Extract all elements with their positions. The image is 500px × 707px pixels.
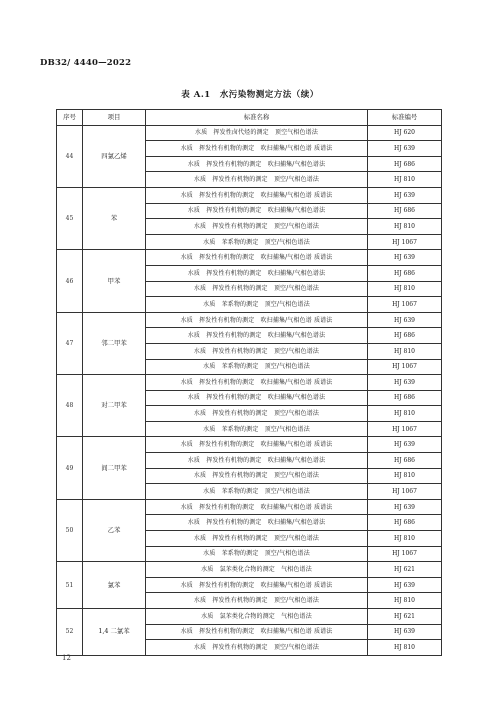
- standard-name: 水质 挥发性卤代烃的测定 顶空气相色谱法: [146, 125, 368, 141]
- standard-name: 水质 挥发性有机物的测定 顶空/气相色谱法: [146, 343, 368, 359]
- standard-name: 水质 苯系物的测定 顶空/气相色谱法: [146, 297, 368, 313]
- standard-code: HJ 1067: [368, 234, 442, 250]
- standard-name: 水质 苯系物的测定 顶空/气相色谱法: [146, 484, 368, 500]
- table-row: [57, 250, 442, 266]
- page-number: 12: [62, 654, 71, 662]
- standard-name: 水质 挥发性有机物的测定 吹扫捕集/气相色谱 质谱法: [146, 187, 368, 203]
- row-seq: 46: [57, 250, 83, 312]
- standard-name: 水质 挥发性有机物的测定 吹扫捕集/气相色谱 质谱法: [146, 375, 368, 391]
- standard-name: 水质 挥发性有机物的测定 吹扫捕集/气相色谱 质谱法: [146, 437, 368, 453]
- standard-code: HJ 639: [368, 312, 442, 328]
- standard-name: 水质 挥发性有机物的测定 顶空/气相色谱法: [146, 219, 368, 235]
- standard-code: HJ 686: [368, 515, 442, 531]
- table-row: [57, 437, 442, 453]
- row-item: 邻二甲苯: [83, 312, 146, 374]
- col-header-std-code: 标准编号: [368, 110, 442, 126]
- standard-code: HJ 810: [368, 531, 442, 547]
- standard-name: 水质 挥发性有机物的测定 吹扫捕集/气相色谱 质谱法: [146, 499, 368, 515]
- standards-table-frame: [56, 109, 441, 656]
- standard-name: 水质 挥发性有机物的测定 吹扫捕集/气相色谱法: [146, 453, 368, 469]
- standard-code: HJ 810: [368, 640, 442, 656]
- standard-code: HJ 639: [368, 499, 442, 515]
- standard-code: HJ 686: [368, 203, 442, 219]
- table-body: [57, 125, 442, 655]
- standard-name: 水质 挥发性有机物的测定 吹扫捕集/气相色谱法: [146, 515, 368, 531]
- row-item: 1,4 二氯苯: [83, 609, 146, 656]
- row-item: 甲苯: [83, 250, 146, 312]
- standard-name: 水质 挥发性有机物的测定 顶空/气相色谱法: [146, 406, 368, 422]
- standard-code: HJ 639: [368, 577, 442, 593]
- standard-code: HJ 810: [368, 343, 442, 359]
- standard-name: 水质 苯系物的测定 顶空/气相色谱法: [146, 359, 368, 375]
- standard-code: HJ 639: [368, 375, 442, 391]
- row-seq: 48: [57, 375, 83, 437]
- table-row: [57, 187, 442, 203]
- standard-name: 水质 挥发性有机物的测定 吹扫捕集/气相色谱 质谱法: [146, 141, 368, 157]
- standard-code: HJ 810: [368, 219, 442, 235]
- standard-code: HJ 620: [368, 125, 442, 141]
- standard-code: HJ 639: [368, 437, 442, 453]
- standard-name: 水质 挥发性有机物的测定 顶空/气相色谱法: [146, 281, 368, 297]
- standard-code: HJ 686: [368, 390, 442, 406]
- row-item: 四氯乙烯: [83, 125, 146, 187]
- standard-name: 水质 挥发性有机物的测定 吹扫捕集/气相色谱法: [146, 203, 368, 219]
- standard-code: HJ 1067: [368, 421, 442, 437]
- standard-name: 水质 挥发性有机物的测定 吹扫捕集/气相色谱法: [146, 265, 368, 281]
- row-item: 苯: [83, 187, 146, 249]
- standard-code: HJ 686: [368, 453, 442, 469]
- standard-name: 水质 挥发性有机物的测定 吹扫捕集/气相色谱 质谱法: [146, 312, 368, 328]
- standard-name: 水质 挥发性有机物的测定 顶空/气相色谱法: [146, 172, 368, 188]
- row-seq: 47: [57, 312, 83, 374]
- standard-name: 水质 挥发性有机物的测定 顶空/气相色谱法: [146, 468, 368, 484]
- standard-code: HJ 1067: [368, 359, 442, 375]
- standard-code: HJ 686: [368, 156, 442, 172]
- table-row: [57, 562, 442, 578]
- table-title: 表 A.1 水污染物测定方法（续）: [181, 90, 319, 100]
- table-header-row: [57, 110, 442, 126]
- standard-name: 水质 挥发性有机物的测定 吹扫捕集/气相色谱法: [146, 390, 368, 406]
- standard-code: HJ 810: [368, 468, 442, 484]
- standard-code: HJ 639: [368, 624, 442, 640]
- standard-name: 水质 挥发性有机物的测定 顶空/气相色谱法: [146, 531, 368, 547]
- standard-name: 水质 挥发性有机物的测定 吹扫捕集/气相色谱 质谱法: [146, 624, 368, 640]
- col-header-std-name: 标准名称: [146, 110, 368, 126]
- standard-name: 水质 挥发性有机物的测定 吹扫捕集/气相色谱法: [146, 156, 368, 172]
- table-row: [57, 609, 442, 625]
- row-item: 乙苯: [83, 499, 146, 561]
- standard-code: HJ 810: [368, 281, 442, 297]
- row-seq: 49: [57, 437, 83, 499]
- row-seq: 52: [57, 609, 83, 656]
- standard-code: HJ 810: [368, 593, 442, 609]
- standard-name: 水质 氯苯类化合物的测定 气相色谱法: [146, 609, 368, 625]
- standard-code: HJ 639: [368, 250, 442, 266]
- standards-table: [56, 109, 442, 656]
- standard-code: HJ 639: [368, 141, 442, 157]
- standard-code: HJ 1067: [368, 297, 442, 313]
- table-row: [57, 312, 442, 328]
- row-seq: 50: [57, 499, 83, 561]
- col-header-seq: 序号: [57, 110, 83, 126]
- standard-code: HJ 639: [368, 187, 442, 203]
- standard-code: HJ 686: [368, 328, 442, 344]
- standard-code: HJ 810: [368, 172, 442, 188]
- standard-name: 水质 苯系物的测定 顶空/气相色谱法: [146, 421, 368, 437]
- standard-code: HJ 810: [368, 406, 442, 422]
- standard-name: 水质 苯系物的测定 顶空/气相色谱法: [146, 546, 368, 562]
- standard-code: HJ 1067: [368, 484, 442, 500]
- standard-name: 水质 挥发性有机物的测定 顶空/气相色谱法: [146, 640, 368, 656]
- standard-name: 水质 挥发性有机物的测定 顶空/气相色谱法: [146, 593, 368, 609]
- document-code: DB32/ 4440—2022: [40, 58, 132, 68]
- table-row: [57, 125, 442, 141]
- standard-code: HJ 621: [368, 562, 442, 578]
- standard-name: 水质 氯苯类化合物的测定 气相色谱法: [146, 562, 368, 578]
- standard-code: HJ 621: [368, 609, 442, 625]
- standard-code: HJ 1067: [368, 546, 442, 562]
- standard-code: HJ 686: [368, 265, 442, 281]
- standard-name: 水质 挥发性有机物的测定 吹扫捕集/气相色谱 质谱法: [146, 577, 368, 593]
- col-header-item: 项目: [83, 110, 146, 126]
- row-item: 对二甲苯: [83, 375, 146, 437]
- table-row: [57, 499, 442, 515]
- row-seq: 51: [57, 562, 83, 609]
- row-seq: 44: [57, 125, 83, 187]
- row-seq: 45: [57, 187, 83, 249]
- row-item: 氯苯: [83, 562, 146, 609]
- standard-name: 水质 苯系物的测定 顶空/气相色谱法: [146, 234, 368, 250]
- row-item: 间二甲苯: [83, 437, 146, 499]
- standard-name: 水质 挥发性有机物的测定 吹扫捕集/气相色谱法: [146, 328, 368, 344]
- table-row: [57, 375, 442, 391]
- standard-name: 水质 挥发性有机物的测定 吹扫捕集/气相色谱 质谱法: [146, 250, 368, 266]
